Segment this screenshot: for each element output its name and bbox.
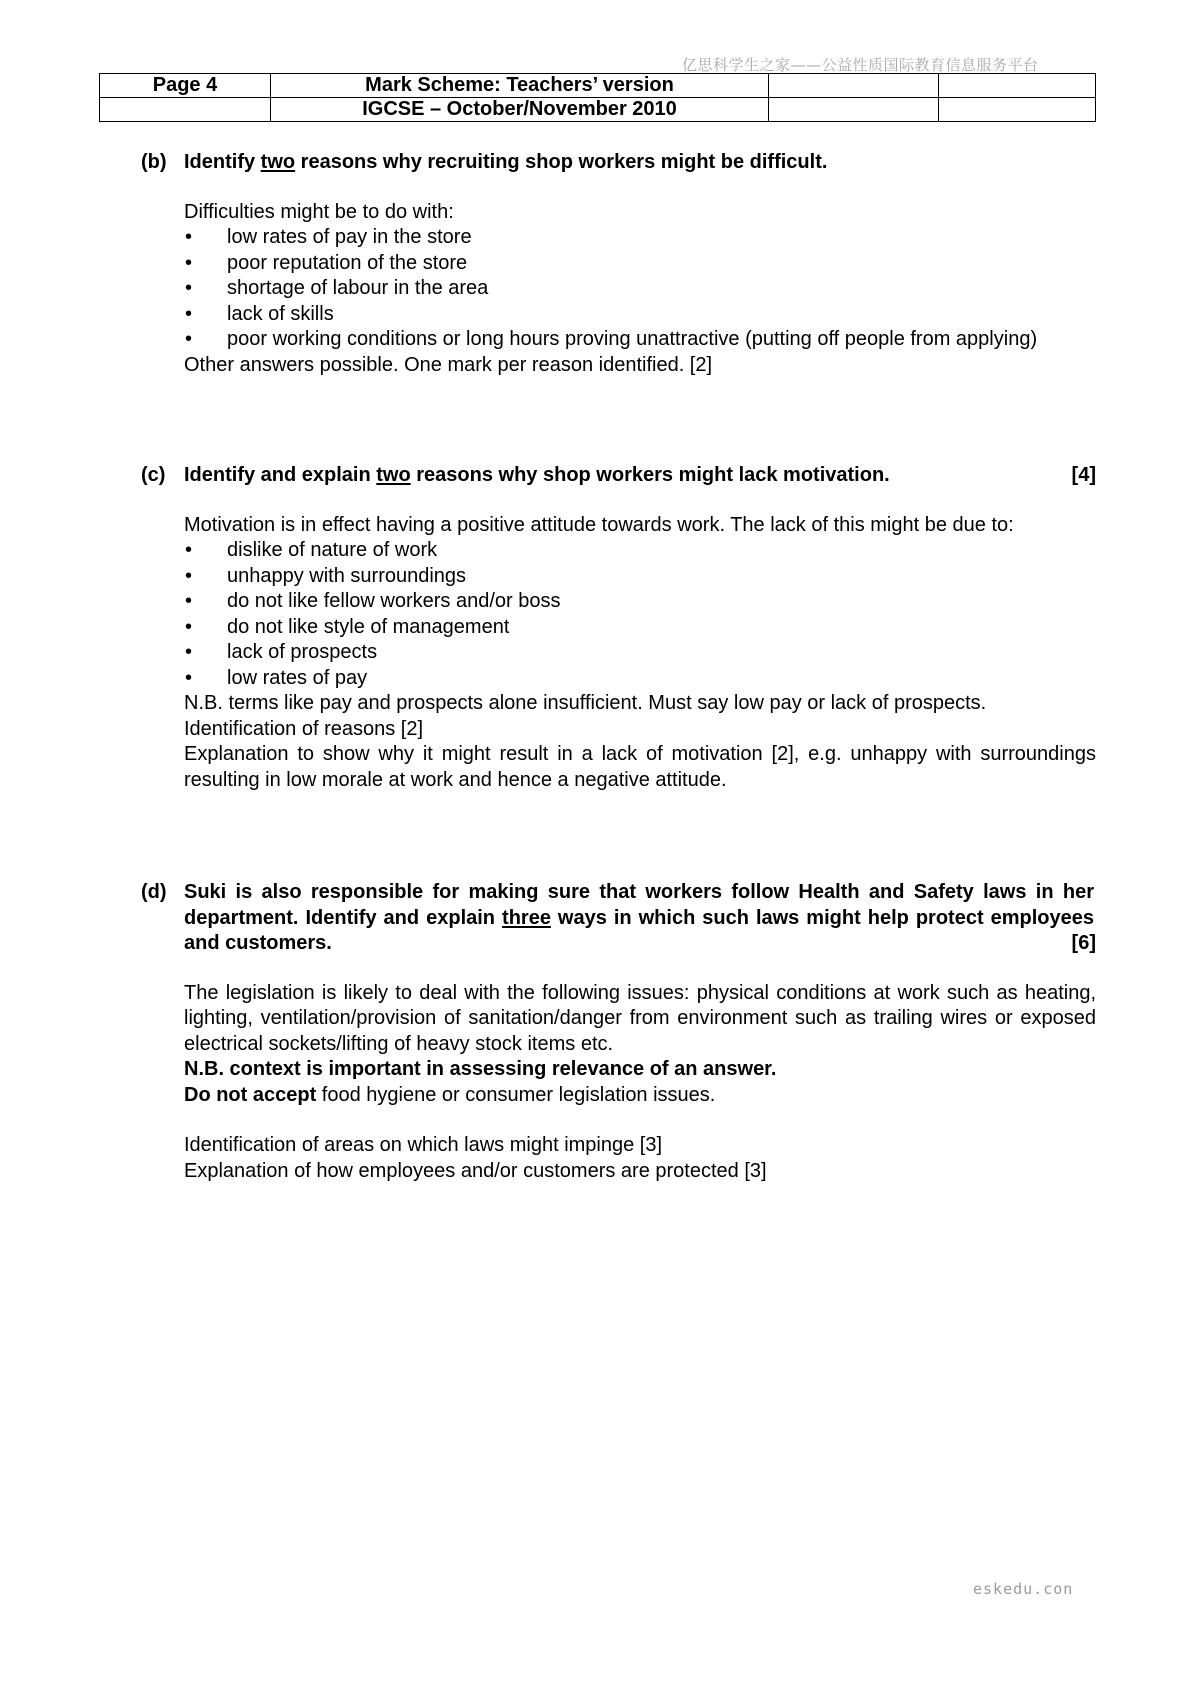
list-item: • do not like fellow workers and/or boss [185, 590, 561, 612]
question-text: Identify and explain two reasons why shop workers might lack motivation. [184, 464, 890, 486]
document-title: Mark Scheme: Teachers’ version [271, 74, 769, 98]
identification-marks: Identification of reasons [2] [184, 717, 424, 740]
list-item: • poor reputation of the store [185, 251, 468, 274]
identification-marks: Identification of areas on which laws might impinge [3] [184, 1134, 663, 1156]
explanation-marks: Explanation of how employees and/or customers are protected [3] [184, 1159, 767, 1182]
question-text: Suki is also responsible for making sure that workers follow Health and Safety laws in her department. Identify and explain three ways in which such laws might help protect employees and customers. [184, 881, 1095, 954]
watermark-bottom: eskedu.con [973, 1580, 1074, 1598]
nb-note: N.B. terms like pay and prospects alone insufficient. Must say low pay or lack of prospects. [184, 692, 987, 714]
header-empty-cell [769, 98, 939, 122]
question-label: (d) [141, 881, 167, 903]
question-label: (b) [141, 151, 167, 173]
question-text: Identify two reasons why recruiting shop workers might be difficult. [184, 151, 828, 173]
list-item: • do not like style of management [185, 615, 510, 638]
list-item: • lack of skills [185, 302, 334, 325]
marking-note: Other answers possible. One mark per reason identified. [2] [184, 353, 713, 376]
explanation-marks: Explanation to show why it might result in a lack of motivation [2], e.g. unhappy with surroundings resulting in low morale at work and hence a negative attitude. [184, 743, 1096, 791]
list-item: • dislike of nature of work [185, 539, 438, 561]
list-item: • low rates of pay [185, 666, 368, 689]
header-empty-cell [939, 98, 1096, 122]
answer-paragraph: The legislation is likely to deal with the following issues: physical conditions at work such as heating, lighting, ventilation/provision of sanitation/danger from environment such as trailing wires or exposed electrical sockets/lifting of heavy stock items etc. [184, 981, 1096, 1055]
answer-intro: Motivation is in effect having a positive attitude towards work. The lack of this might be due to: [184, 513, 1014, 536]
marks-allocation: [4] [1071, 464, 1096, 486]
header-empty-cell [769, 74, 939, 98]
list-item: • low rates of pay in the store [185, 226, 472, 248]
watermark-top: 亿思科学生之家——公益性质国际教育信息服务平台 [682, 56, 1039, 74]
marks-allocation: [6] [1071, 932, 1096, 954]
list-item: • unhappy with surroundings [185, 564, 467, 587]
question-d [141, 880, 1096, 1184]
question-label: (c) [141, 464, 166, 486]
exam-session: IGCSE – October/November 2010 [271, 98, 769, 122]
header-empty-cell [100, 98, 271, 122]
answer-intro: Difficulties might be to do with: [184, 200, 454, 223]
list-item: • lack of prospects [185, 641, 378, 663]
answer-bullets [184, 538, 1096, 691]
do-not-accept-note: Do not accept food hygiene or consumer legislation issues. [184, 1083, 716, 1106]
header-table [99, 73, 1096, 122]
page-number: Page 4 [100, 74, 271, 98]
list-item: • shortage of labour in the area [185, 277, 489, 299]
list-item: • poor working conditions or long hours proving unattractive (putting off people from applying) [185, 328, 1038, 350]
header-empty-cell [939, 74, 1096, 98]
question-b [141, 150, 1096, 378]
nb-note: N.B. context is important in assessing relevance of an answer. [184, 1058, 777, 1080]
question-c [141, 463, 1096, 793]
answer-bullets [184, 225, 1096, 353]
